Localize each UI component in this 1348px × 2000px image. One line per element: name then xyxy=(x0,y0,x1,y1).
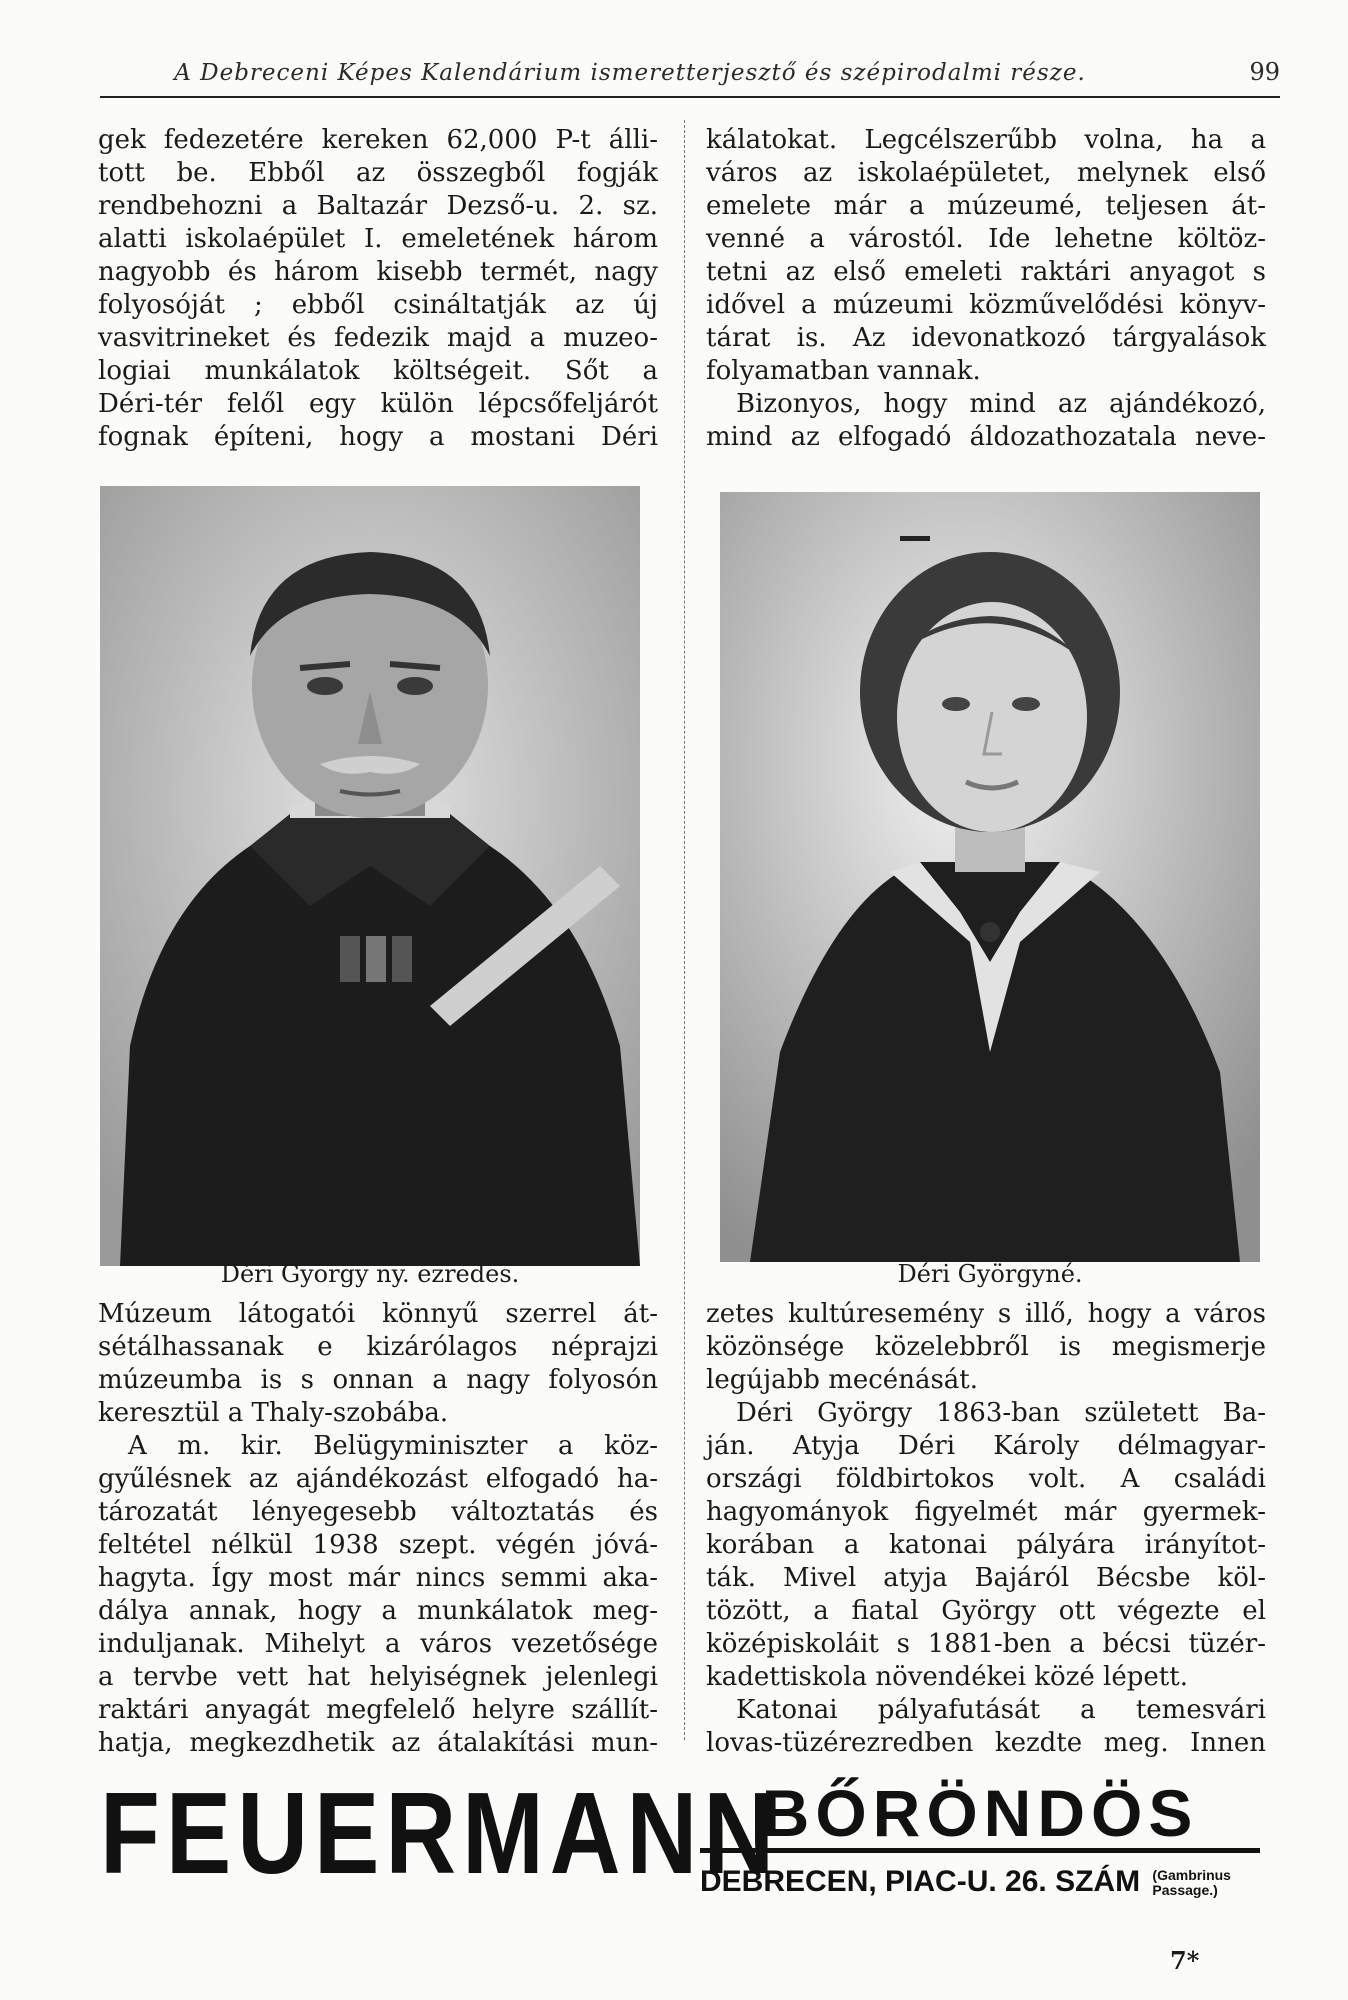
running-title: A Debreceni Képes Kalendárium ismeretterjesztő és szépirodalmi része. xyxy=(174,60,1086,86)
ad-note-line: Passage.) xyxy=(1152,1882,1218,1899)
column-divider xyxy=(684,120,685,1740)
running-head xyxy=(100,56,1280,98)
text-line: országi földbirtokos volt. A családi xyxy=(706,1464,1266,1494)
text-line: mind az elfogadó áldozathozatala neve- xyxy=(706,422,1266,452)
text-line: hatja, megkezdhetik az átalakítási mun- xyxy=(98,1728,658,1758)
left-column-top-text xyxy=(98,124,658,454)
text-line: tetni az első emeleti raktári anyagot s xyxy=(706,257,1266,287)
portrait-deri-gyorgyne xyxy=(720,492,1260,1262)
text-line: Bizonyos, hogy mind az ajándékozó, xyxy=(736,389,1266,419)
text-line: Katonai pályafutását a temesvári xyxy=(736,1695,1266,1725)
text-line: közönsége közelebbről is megismerje xyxy=(706,1332,1266,1362)
ad-address: DEBRECEN, PIAC-U. 26. SZÁM xyxy=(700,1865,1141,1898)
text-line: tözött, a fiatal György ott végezte el xyxy=(706,1596,1266,1626)
text-line: kálatokat. Legcélszerűbb volna, ha a xyxy=(706,125,1266,155)
text-line: alatti iskolaépület I. emeletének három xyxy=(98,224,658,254)
text-line: lovas-tüzérezredben kezdte meg. Innen xyxy=(706,1728,1266,1758)
text-line: dálya annak, hogy a munkálatok meg- xyxy=(98,1596,658,1626)
text-line: ján. Atyja Déri Károly délmagyar- xyxy=(706,1431,1266,1461)
text-line: fognak építeni, hogy a mostani Déri xyxy=(98,422,658,452)
text-line: folyamatban vannak. xyxy=(706,356,981,386)
text-line: korában a katonai pályára irányítot- xyxy=(706,1530,1266,1560)
text-line: sétálhassanak e kizárólagos néprajzi xyxy=(98,1332,658,1362)
ad-divider xyxy=(700,1848,1260,1853)
text-line: kadettiskola növendékei közé lépett. xyxy=(706,1662,1188,1692)
text-line: tárat is. Az idevonatkozó tárgyalások xyxy=(706,323,1266,353)
text-line: tározatát lényegesebb változtatás és xyxy=(98,1497,658,1527)
left-column-bottom-text xyxy=(98,1298,658,1760)
ad-location-note xyxy=(1152,1868,1231,1898)
right-column-bottom-text xyxy=(706,1298,1266,1760)
text-line: venné a várostól. Ide lehetne költöz- xyxy=(706,224,1266,254)
ad-note-line: (Gambrinus xyxy=(1152,1867,1231,1884)
text-line: tott be. Ebből az összegből fogják xyxy=(98,158,658,188)
advertisement xyxy=(100,1760,1260,1940)
text-line: Múzeum látogatói könnyű szerrel át- xyxy=(98,1299,658,1329)
text-line: ták. Mivel atyja Bajáról Bécsbe köl- xyxy=(706,1563,1266,1593)
text-line: idővel a múzeumi közművelődési könyv- xyxy=(706,290,1266,320)
signature-mark: 7* xyxy=(1170,1946,1200,1975)
text-line: induljanak. Mihelyt a város vezetősége xyxy=(98,1629,658,1659)
text-line: legújabb mecénását. xyxy=(706,1365,978,1395)
text-line: gek fedezetére kereken 62,000 P-t álli- xyxy=(98,125,658,155)
text-line: nagyobb és három kisebb termét, nagy xyxy=(98,257,658,287)
ad-product: BŐRÖNDÖS xyxy=(761,1776,1199,1850)
text-line: hagyományok figyelmét már gyermek- xyxy=(706,1497,1266,1527)
text-line: város az iskolaépületet, melynek első xyxy=(706,158,1266,188)
text-line: logiai munkálatok költségeit. Sőt a xyxy=(98,356,658,386)
text-line: emelete már a múzeumé, teljesen át- xyxy=(706,191,1266,221)
text-line: középiskoláit s 1881-ben a bécsi tüzér- xyxy=(706,1629,1266,1659)
caption-deri-gyorgy: Déri György ny. ezredes. xyxy=(220,1260,520,1288)
text-line: Déri-tér felől egy külön lépcsőfeljárót xyxy=(98,389,658,419)
right-column-top-text xyxy=(706,124,1266,454)
text-line: múzeumba is s onnan a nagy folyosón xyxy=(98,1365,658,1395)
text-line: A m. kir. Belügyminiszter a köz- xyxy=(128,1431,658,1461)
text-line: feltétel nélkül 1938 szept. végén jóvá- xyxy=(98,1530,658,1560)
text-line: raktári anyagát megfelelő helyre szállít- xyxy=(98,1695,658,1725)
text-line: Déri György 1863-ban született Ba- xyxy=(736,1398,1266,1428)
page-number: 99 xyxy=(1249,58,1280,86)
ad-address-block xyxy=(700,1862,1260,1902)
text-line: zetes kultúresemény s illő, hogy a város xyxy=(706,1299,1266,1329)
portrait-deri-gyorgy xyxy=(100,486,640,1266)
text-line: vasvitrineket és fedezik majd a muzeo- xyxy=(98,323,658,353)
text-line: rendbehozni a Baltazár Dezső-u. 2. sz. xyxy=(98,191,658,221)
text-line: keresztül a Thaly-szobába. xyxy=(98,1398,449,1428)
ad-business-name: FEUERMANN xyxy=(100,1768,781,1898)
text-line: a tervbe vett hat helyiségnek jelenlegi xyxy=(98,1662,658,1692)
text-line: gyűlésnek az ajándékozást elfogadó ha- xyxy=(98,1464,658,1494)
text-line: hagyta. Így most már nincs semmi aka- xyxy=(98,1563,658,1593)
caption-deri-gyorgyne: Déri Györgyné. xyxy=(897,1260,1083,1288)
text-line: folyosóját ; ebből csináltatják az új xyxy=(98,290,658,320)
